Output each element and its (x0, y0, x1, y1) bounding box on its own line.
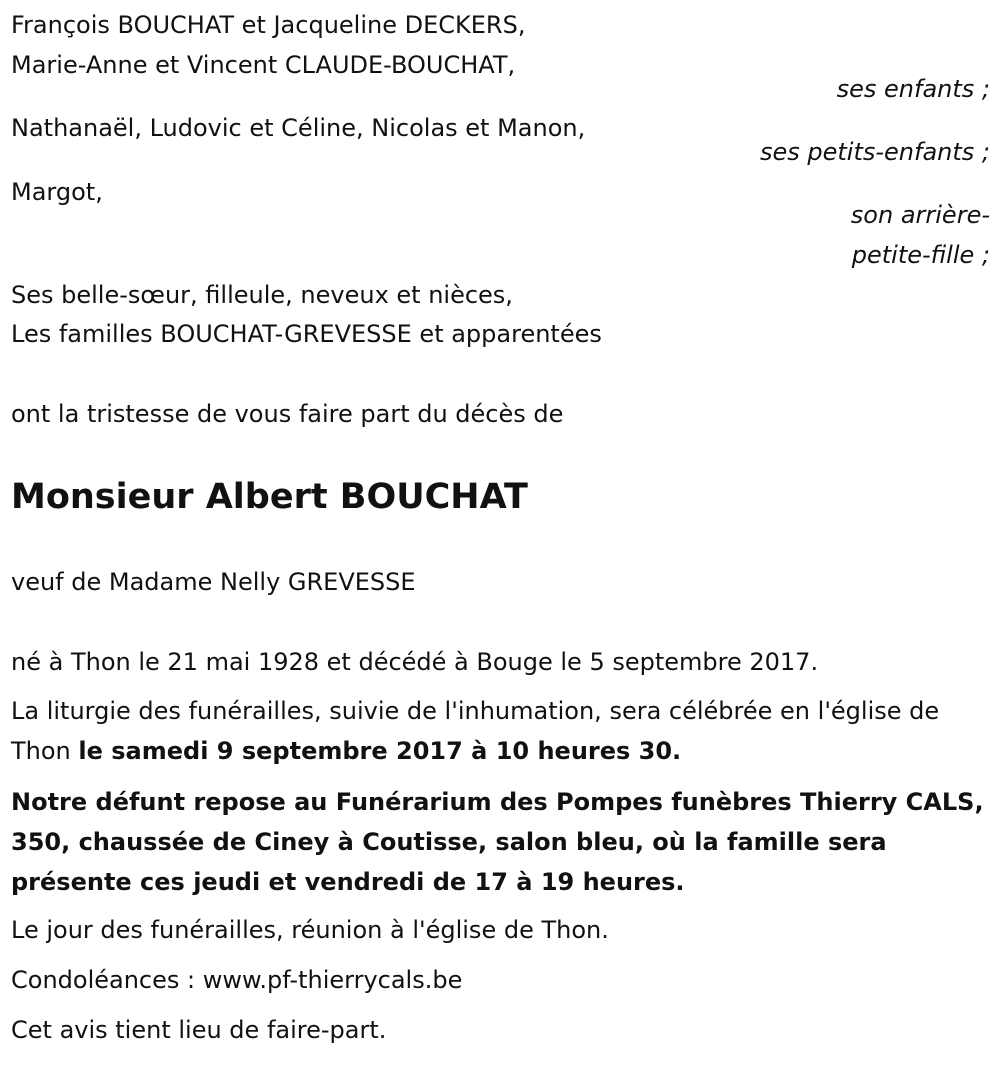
great-grandchild-line: Margot, (11, 178, 103, 206)
great-grandchild-role-line-2: petite-fille ; (851, 241, 990, 269)
condolences-text: Condoléances : www.pf-thierrycals.be (11, 966, 463, 994)
birth-death-text: né à Thon le 21 mai 1928 et décédé à Bouge le 5 septembre 2017. (11, 648, 819, 676)
deceased-name: Monsieur Albert BOUCHAT (11, 477, 528, 517)
grandchildren-line: Nathanaël, Ludovic et Céline, Nicolas et Manon, (11, 114, 586, 142)
children-role: ses enfants ; (836, 75, 990, 103)
liturgy-paragraph (11, 691, 986, 771)
others-line-1: Ses belle-sœur, filleule, neveux et nièces, (11, 281, 513, 309)
great-grandchild-role-line-1: son arrière- (850, 201, 990, 229)
grandchildren-role: ses petits-enfants ; (759, 138, 990, 166)
widower-text: veuf de Madame Nelly GREVESSE (11, 568, 416, 596)
children-line-1: François BOUCHAT et Jacqueline DECKERS, (11, 11, 526, 39)
meeting-text: Le jour des funérailles, réunion à l'église de Thon. (11, 916, 609, 944)
funerarium-paragraph: Notre défunt repose au Funérarium des Pompes funèbres Thierry CALS, 350, chaussée de Ciney à Coutisse, salon bleu, où la famille sera présente ces jeudi et vendredi de 17 à 19 heures. (11, 788, 984, 896)
children-line-2: Marie-Anne et Vincent CLAUDE-BOUCHAT, (11, 51, 516, 79)
liturgy-date: le samedi 9 septembre 2017 à 10 heures 30. (78, 737, 682, 765)
others-line-2: Les familles BOUCHAT-GREVESSE et apparentées (11, 320, 602, 348)
liturgy-text: La liturgie des funérailles, suivie de l'inhumation, sera célébrée en l'église de Thon (11, 697, 940, 765)
announcement-text: ont la tristesse de vous faire part du décès de (11, 400, 564, 428)
notice-text: Cet avis tient lieu de faire-part. (11, 1016, 387, 1044)
